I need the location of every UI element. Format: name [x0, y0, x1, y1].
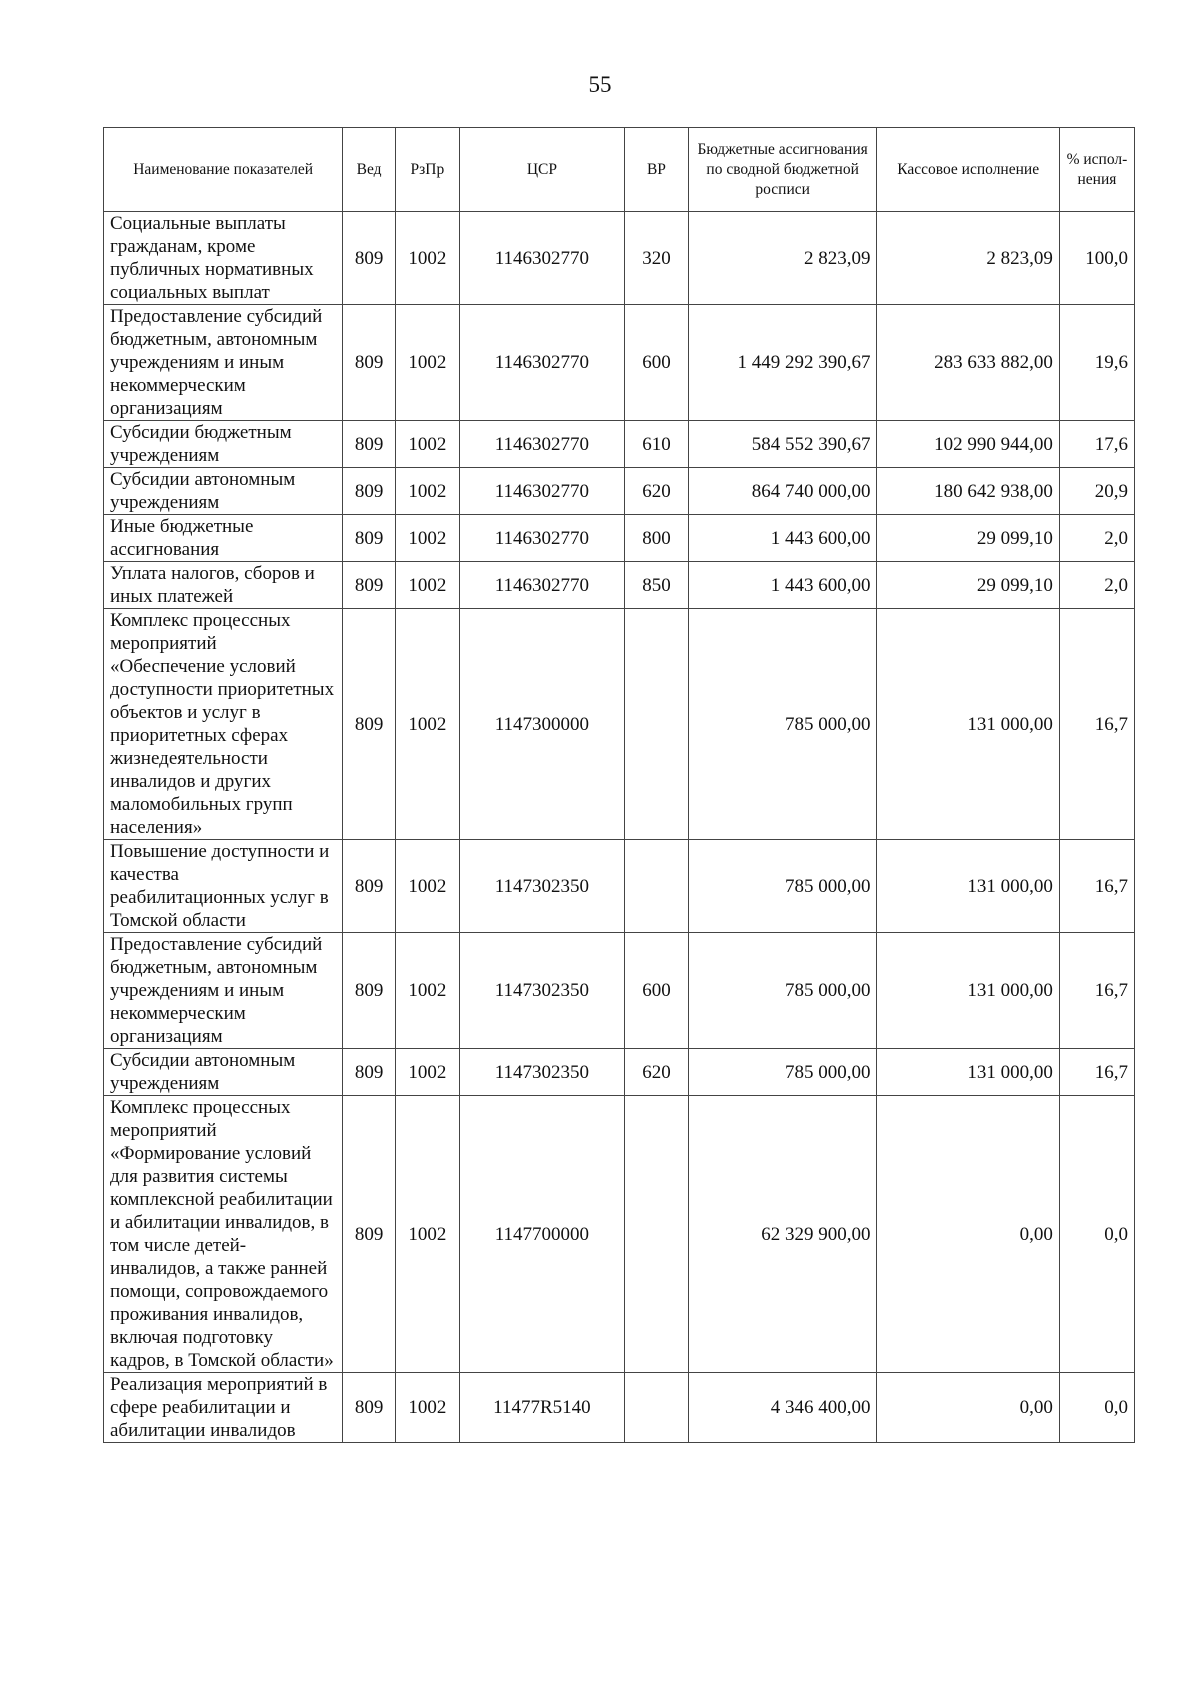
row-ved: 809 [343, 933, 396, 1049]
row-percent: 2,0 [1059, 515, 1134, 562]
row-cash: 0,00 [877, 1373, 1059, 1443]
table-row [104, 609, 1135, 840]
row-vr [625, 840, 689, 933]
budget-execution-table [103, 127, 1135, 1443]
row-name: Комплекс процессных мероприятий «Обеспечение условий доступности приоритетных объектов и услуг в приоритетных сферах жизнедеятельности инвалидов и других маломобильных групп населения» [104, 609, 343, 840]
row-ved: 809 [343, 212, 396, 305]
row-name: Иные бюджетные ассигнования [104, 515, 343, 562]
row-name: Предоставление субсидий бюджетным, автономным учреждениям и иным некоммерческим организациям [104, 305, 343, 421]
row-cash: 180 642 938,00 [877, 468, 1059, 515]
row-budget: 1 449 292 390,67 [688, 305, 877, 421]
row-budget: 785 000,00 [688, 933, 877, 1049]
row-percent: 19,6 [1059, 305, 1134, 421]
row-rzpr: 1002 [395, 933, 459, 1049]
row-name: Повышение доступности и качества реабилитационных услуг в Томской области [104, 840, 343, 933]
row-vr [625, 1373, 689, 1443]
header-percent: % испол-нения [1059, 128, 1134, 212]
page-number: 55 [588, 72, 612, 97]
row-csr: 1146302770 [459, 468, 624, 515]
row-budget: 785 000,00 [688, 840, 877, 933]
row-ved: 809 [343, 609, 396, 840]
row-percent: 16,7 [1059, 840, 1134, 933]
row-vr [625, 609, 689, 840]
row-vr [625, 1096, 689, 1373]
row-csr: 1147302350 [459, 1049, 624, 1096]
row-cash: 0,00 [877, 1096, 1059, 1373]
row-rzpr: 1002 [395, 562, 459, 609]
row-csr: 1146302770 [459, 212, 624, 305]
row-vr: 320 [625, 212, 689, 305]
row-csr: 1147302350 [459, 933, 624, 1049]
row-budget: 864 740 000,00 [688, 468, 877, 515]
row-name: Социальные выплаты гражданам, кроме публичных нормативных социальных выплат [104, 212, 343, 305]
row-ved: 809 [343, 305, 396, 421]
table-row [104, 421, 1135, 468]
row-csr: 1147302350 [459, 840, 624, 933]
table-row [104, 562, 1135, 609]
row-percent: 17,6 [1059, 421, 1134, 468]
row-rzpr: 1002 [395, 840, 459, 933]
table-row [104, 468, 1135, 515]
row-rzpr: 1002 [395, 1096, 459, 1373]
row-cash: 131 000,00 [877, 840, 1059, 933]
row-csr: 1146302770 [459, 515, 624, 562]
header-vr: ВР [625, 128, 689, 212]
row-vr: 600 [625, 305, 689, 421]
header-ved: Вед [343, 128, 396, 212]
row-ved: 809 [343, 1096, 396, 1373]
row-budget: 785 000,00 [688, 1049, 877, 1096]
header-rzpr: РзПр [395, 128, 459, 212]
row-percent: 100,0 [1059, 212, 1134, 305]
row-percent: 16,7 [1059, 609, 1134, 840]
row-percent: 16,7 [1059, 1049, 1134, 1096]
row-csr: 1147700000 [459, 1096, 624, 1373]
row-percent: 2,0 [1059, 562, 1134, 609]
row-cash: 2 823,09 [877, 212, 1059, 305]
row-name: Уплата налогов, сборов и иных платежей [104, 562, 343, 609]
row-ved: 809 [343, 1373, 396, 1443]
row-percent: 16,7 [1059, 933, 1134, 1049]
row-ved: 809 [343, 1049, 396, 1096]
table-row [104, 212, 1135, 305]
row-cash: 131 000,00 [877, 609, 1059, 840]
row-csr: 1147300000 [459, 609, 624, 840]
row-vr: 620 [625, 468, 689, 515]
table-row [104, 840, 1135, 933]
row-cash: 29 099,10 [877, 515, 1059, 562]
row-name: Субсидии бюджетным учреждениям [104, 421, 343, 468]
table-row [104, 1373, 1135, 1443]
table-row [104, 933, 1135, 1049]
row-budget: 1 443 600,00 [688, 515, 877, 562]
table-header-row [104, 128, 1135, 212]
table-row [104, 1049, 1135, 1096]
row-budget: 785 000,00 [688, 609, 877, 840]
row-ved: 809 [343, 840, 396, 933]
header-name: Наименование показателей [104, 128, 343, 212]
header-csr: ЦСР [459, 128, 624, 212]
row-rzpr: 1002 [395, 1049, 459, 1096]
row-cash: 283 633 882,00 [877, 305, 1059, 421]
table-row [104, 305, 1135, 421]
row-vr: 600 [625, 933, 689, 1049]
row-vr: 610 [625, 421, 689, 468]
table-body [104, 212, 1135, 1443]
row-cash: 102 990 944,00 [877, 421, 1059, 468]
row-budget: 62 329 900,00 [688, 1096, 877, 1373]
header-budget: Бюджетные ассигнования по сводной бюджетной росписи [688, 128, 877, 212]
row-name: Комплекс процессных мероприятий «Формирование условий для развития системы комплексной реабилитации и абилитации инвалидов, в том числе детей-инвалидов, а также ранней помощи, сопровождаемого проживания инвалидов, включая подготовку кадров, в Томской области» [104, 1096, 343, 1373]
row-rzpr: 1002 [395, 305, 459, 421]
row-budget: 4 346 400,00 [688, 1373, 877, 1443]
row-rzpr: 1002 [395, 515, 459, 562]
row-name: Предоставление субсидий бюджетным, автономным учреждениям и иным некоммерческим организациям [104, 933, 343, 1049]
row-rzpr: 1002 [395, 1373, 459, 1443]
row-percent: 0,0 [1059, 1096, 1134, 1373]
row-vr: 800 [625, 515, 689, 562]
row-ved: 809 [343, 421, 396, 468]
row-ved: 809 [343, 515, 396, 562]
row-budget: 2 823,09 [688, 212, 877, 305]
row-vr: 620 [625, 1049, 689, 1096]
row-csr: 1146302770 [459, 562, 624, 609]
row-rzpr: 1002 [395, 468, 459, 515]
row-ved: 809 [343, 468, 396, 515]
row-budget: 1 443 600,00 [688, 562, 877, 609]
row-vr: 850 [625, 562, 689, 609]
row-rzpr: 1002 [395, 609, 459, 840]
row-percent: 20,9 [1059, 468, 1134, 515]
row-budget: 584 552 390,67 [688, 421, 877, 468]
row-cash: 131 000,00 [877, 1049, 1059, 1096]
row-name: Субсидии автономным учреждениям [104, 468, 343, 515]
row-ved: 809 [343, 562, 396, 609]
row-cash: 29 099,10 [877, 562, 1059, 609]
row-rzpr: 1002 [395, 421, 459, 468]
row-csr: 1146302770 [459, 305, 624, 421]
row-csr: 1146302770 [459, 421, 624, 468]
row-csr: 11477R5140 [459, 1373, 624, 1443]
row-name: Реализация мероприятий в сфере реабилитации и абилитации инвалидов [104, 1373, 343, 1443]
row-percent: 0,0 [1059, 1373, 1134, 1443]
row-name: Субсидии автономным учреждениям [104, 1049, 343, 1096]
row-cash: 131 000,00 [877, 933, 1059, 1049]
table-row [104, 1096, 1135, 1373]
header-cash: Кассовое исполнение [877, 128, 1059, 212]
row-rzpr: 1002 [395, 212, 459, 305]
table-row [104, 515, 1135, 562]
